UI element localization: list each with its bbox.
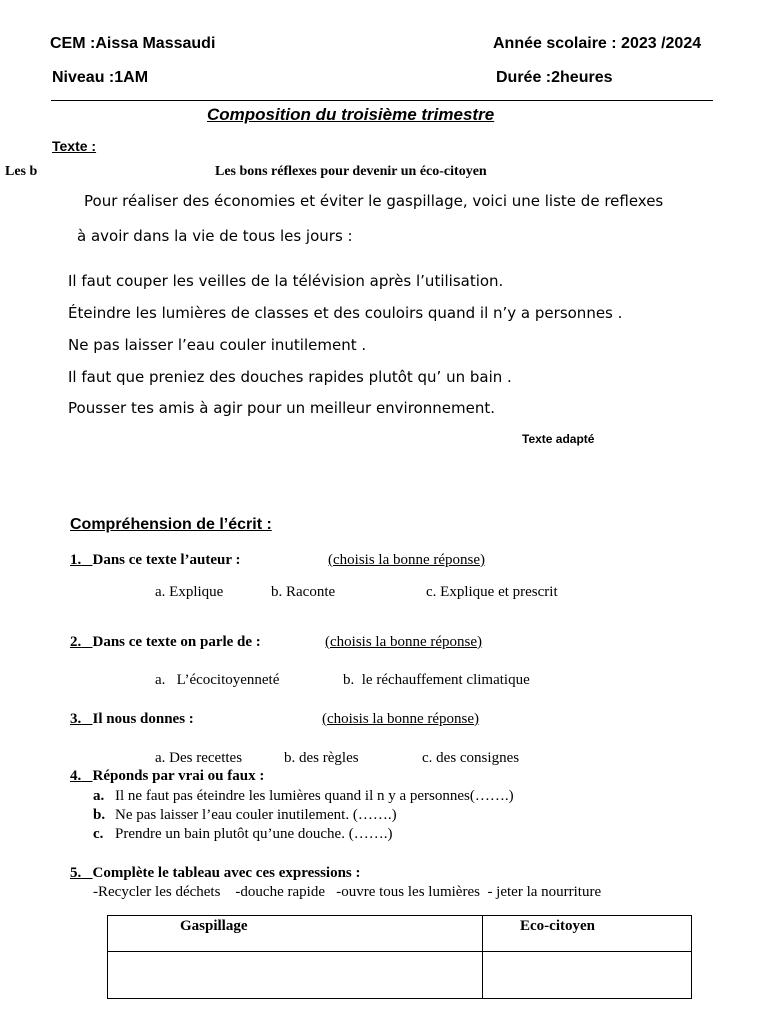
reflex-line: Pousser tes amis à agir pour un meilleur environnement. [68, 399, 495, 417]
question-1 [70, 552, 241, 569]
exam-title: Composition du troisième trimestre [207, 105, 495, 124]
exam-duration: Durée :2heures [496, 69, 613, 86]
answer-option[interactable]: a. Explique [155, 584, 224, 600]
question-2-instruction: (choisis la bonne réponse) [325, 634, 483, 650]
intro-line: à avoir dans la vie de tous les jours : [77, 227, 353, 245]
text-source: Texte adapté [522, 432, 595, 446]
true-false-item[interactable] [93, 826, 392, 843]
question-text: Complète le tableau avec ces expressions : [92, 865, 361, 881]
question-number: 1. [70, 552, 82, 568]
question-text: Il nous donnes : [92, 711, 194, 727]
question-4 [70, 768, 264, 785]
comprehension-title: Compréhension de l’écrit : [70, 516, 272, 533]
expressions-list: -Recycler les déchets -douche rapide -ouvre tous les lumières - jeter la nourriture [93, 884, 602, 900]
answer-option[interactable]: a. L’écocitoyenneté [155, 672, 280, 688]
item-text: Prendre un bain plutôt qu’une douche. (…….) [115, 826, 393, 842]
table-cell-eco-citoyen[interactable] [483, 952, 692, 999]
answer-option[interactable]: b. le réchauffement climatique [343, 672, 530, 688]
question-number: 4. [70, 768, 82, 784]
answer-option[interactable]: c. Explique et prescrit [426, 584, 558, 600]
question-text: Dans ce texte l’auteur : [92, 552, 241, 568]
answer-option[interactable]: a. Des recettes [155, 750, 243, 766]
intro-line: Pour réaliser des économies et éviter le gaspillage, voici une liste de reflexes [84, 192, 664, 210]
answer-option[interactable]: b. des règles [284, 750, 359, 766]
table-header-eco-citoyen: Eco-citoyen [483, 916, 692, 952]
question-number: 2. [70, 634, 82, 650]
question-3-instruction: (choisis la bonne réponse) [322, 711, 480, 727]
text-title: Les bons réflexes pour devenir un éco-citoyen [215, 164, 487, 179]
item-letter: b. [93, 807, 106, 823]
header-divider [51, 100, 713, 101]
question-1-instruction: (choisis la bonne réponse) [328, 552, 486, 568]
item-text: Ne pas laisser l’eau couler inutilement. (…….) [115, 807, 397, 823]
reflex-line: Il faut couper les veilles de la télévision après l’utilisation. [68, 272, 504, 290]
table-header-gaspillage: Gaspillage [108, 916, 483, 952]
stray-text: Les b [5, 164, 38, 179]
answer-table [107, 915, 692, 999]
true-false-item[interactable] [93, 807, 397, 824]
school-year: Année scolaire : 2023 /2024 [493, 35, 702, 52]
reflex-line: Il faut que preniez des douches rapides plutôt qu’ un bain . [68, 368, 512, 386]
true-false-item[interactable] [93, 788, 514, 805]
question-5 [70, 865, 361, 882]
school-name: CEM :Aissa Massaudi [50, 35, 216, 52]
answer-option[interactable]: b. Raconte [271, 584, 336, 600]
item-letter: c. [93, 826, 104, 842]
question-number: 5. [70, 865, 82, 881]
class-level: Niveau :1AM [52, 69, 149, 86]
reflex-line: Éteindre les lumières de classes et des couloirs quand il n’y a personnes . [68, 304, 623, 322]
table-cell-gaspillage[interactable] [108, 952, 483, 999]
item-letter: a. [93, 788, 105, 804]
item-text: Il ne faut pas éteindre les lumières quand il n y a personnes(…….) [115, 788, 514, 804]
question-text: Dans ce texte on parle de : [92, 634, 261, 650]
reflex-line: Ne pas laisser l’eau couler inutilement . [68, 336, 367, 354]
answer-option[interactable]: c. des consignes [422, 750, 520, 766]
question-3 [70, 711, 194, 728]
texte-label: Texte : [52, 138, 97, 154]
question-text: Réponds par vrai ou faux : [92, 768, 265, 784]
question-number: 3. [70, 711, 82, 727]
question-2 [70, 634, 261, 651]
